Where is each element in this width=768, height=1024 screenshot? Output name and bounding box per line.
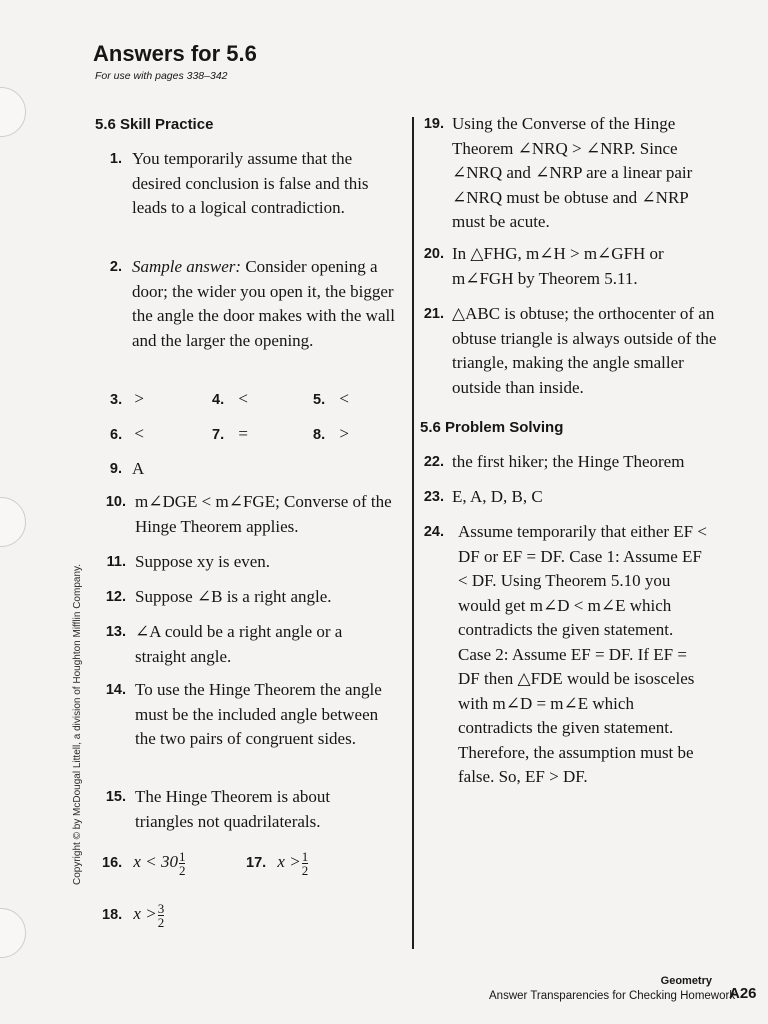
- answer-10: [100, 490, 412, 539]
- fraction: [302, 850, 309, 877]
- answer-number: 22.: [423, 454, 444, 470]
- answer-text: Suppose ∠B is a right angle.: [135, 587, 332, 606]
- answer-21: [418, 302, 728, 400]
- column-divider: [412, 117, 414, 949]
- answer-20: [418, 242, 718, 291]
- answer-number: 5.: [313, 392, 326, 408]
- answer-7: [212, 422, 248, 447]
- fraction: [158, 902, 165, 929]
- answer-number: 12.: [105, 589, 126, 605]
- binder-hole-top: [0, 87, 26, 137]
- answer-number: 17.: [246, 855, 267, 872]
- fraction-denominator: 2: [178, 863, 186, 878]
- answer-text: The Hinge Theorem is about triangles not quadrilaterals.: [135, 787, 331, 831]
- skill-practice-heading: 5.6 Skill Practice: [95, 116, 214, 133]
- answer-expression: x < 30: [133, 852, 178, 872]
- answer-number: 4.: [212, 392, 225, 408]
- answer-13: [100, 620, 400, 669]
- answer-number: 16.: [102, 855, 123, 872]
- answer-text: <: [238, 389, 248, 408]
- answer-1: [100, 147, 390, 221]
- fraction-numerator: 3: [157, 901, 165, 916]
- answer-text: [133, 901, 165, 930]
- answer-text: E, A, D, B, C: [452, 487, 543, 506]
- answer-number: 14.: [105, 682, 126, 698]
- answer-12: [100, 585, 400, 610]
- answer-text: Assume temporarily that either EF < DF or EF = DF. Case 1: Assume EF < DF. Using Theorem 5.10 you would get m∠D < m∠E which contradicts the given statement. Case 2: Assume EF = DF. If EF = DF then △FDE would be isosceles with m∠D = m∠E which contradicts the given statement. Therefore, the assumption must be false. So, EF > DF.: [458, 522, 707, 786]
- answer-expression: x >: [133, 904, 157, 924]
- fraction-numerator: 1: [301, 849, 309, 864]
- fraction: [179, 850, 186, 877]
- answer-text: △ABC is obtuse; the orthocenter of an obtuse triangle is always outside of the triangle, making the angle smaller outside than inside.: [452, 304, 717, 397]
- answer-text: >: [134, 389, 144, 408]
- answer-text: <: [339, 389, 349, 408]
- answer-text: A: [132, 459, 145, 478]
- answer-9: [100, 457, 390, 482]
- answer-number: 11.: [106, 554, 126, 570]
- answer-2: [100, 255, 410, 353]
- page-number: A26: [729, 985, 757, 1002]
- answer-17: [246, 850, 308, 877]
- answer-text: <: [134, 424, 144, 443]
- footer-book-title: Answer Transparencies for Checking Homework: [489, 990, 736, 1002]
- binder-hole-middle: [0, 497, 26, 547]
- fraction-denominator: 2: [157, 915, 165, 930]
- answer-number: 15.: [105, 789, 126, 805]
- page-title: Answers for 5.6: [93, 41, 257, 66]
- answer-text: Suppose xy is even.: [135, 552, 271, 571]
- page-subtitle: For use with pages 338–342: [95, 70, 228, 82]
- answer-number: 6.: [110, 427, 123, 443]
- fraction-numerator: 1: [178, 849, 186, 864]
- answer-number: 3.: [110, 392, 123, 408]
- answer-8: [313, 422, 349, 447]
- answer-19: [418, 112, 718, 235]
- answer-number: 1.: [109, 151, 122, 167]
- answer-text: >: [339, 424, 349, 443]
- copyright-notice: Copyright © by McDougal Littell, a division of Houghton Mifflin Company.: [72, 563, 83, 885]
- answer-number: 18.: [102, 907, 123, 924]
- answer-number: 8.: [313, 427, 326, 443]
- answer-number: 10.: [105, 494, 126, 510]
- answer-number: 2.: [109, 259, 122, 275]
- answer-number: 19.: [423, 116, 444, 132]
- answer-number: 7.: [212, 427, 225, 443]
- answer-text: m∠DGE < m∠FGE; Converse of the Hinge Theorem applies.: [135, 492, 392, 536]
- answer-number: 21.: [423, 306, 444, 322]
- answer-text: In △FHG, m∠H > m∠GFH or m∠FGH by Theorem 5.11.: [452, 244, 664, 288]
- sample-answer-label: Sample answer:: [132, 257, 242, 276]
- problem-solving-heading: 5.6 Problem Solving: [420, 419, 564, 436]
- answer-number: 20.: [423, 246, 444, 262]
- answer-text: You temporarily assume that the desired conclusion is false and this leads to a logical contradiction.: [132, 149, 369, 217]
- answer-number: 13.: [105, 624, 126, 640]
- footer-subject: Geometry: [660, 975, 712, 987]
- answer-18: [102, 902, 164, 929]
- answer-expression: x >: [277, 852, 301, 872]
- answer-number: 24.: [423, 524, 444, 540]
- answer-23: [418, 485, 718, 510]
- answer-number: 23.: [423, 489, 444, 505]
- answer-16: [102, 850, 185, 877]
- answer-text: =: [238, 424, 248, 443]
- answer-24: [418, 520, 718, 790]
- answer-14: [100, 678, 400, 752]
- answer-number: 9.: [109, 461, 122, 477]
- answer-22: [418, 450, 738, 475]
- answer-5: [313, 387, 349, 412]
- answer-text: [132, 255, 402, 353]
- answer-text: [277, 849, 309, 878]
- answer-text: ∠A could be a right angle or a straight angle.: [135, 622, 343, 666]
- fraction-denominator: 2: [301, 863, 309, 878]
- answer-15: [100, 785, 400, 834]
- answer-3: [110, 387, 144, 412]
- answer-4: [212, 387, 248, 412]
- answer-text: [133, 849, 186, 878]
- answer-text: the first hiker; the Hinge Theorem: [452, 452, 685, 471]
- binder-hole-bottom: [0, 908, 26, 958]
- answer-6: [110, 422, 144, 447]
- answer-text: To use the Hinge Theorem the angle must be the included angle between the two pairs of congruent sides.: [135, 680, 382, 748]
- answer-11: [100, 550, 400, 575]
- answer-text: Using the Converse of the Hinge Theorem ∠NRQ > ∠NRP. Since ∠NRQ and ∠NRP are a linear pair ∠NRQ must be obtuse and ∠NRP must be acute.: [452, 114, 693, 231]
- answer-body: Consider opening a door; the wider you open it, the bigger the angle the door makes with the wall and the larger the opening.: [132, 257, 395, 350]
